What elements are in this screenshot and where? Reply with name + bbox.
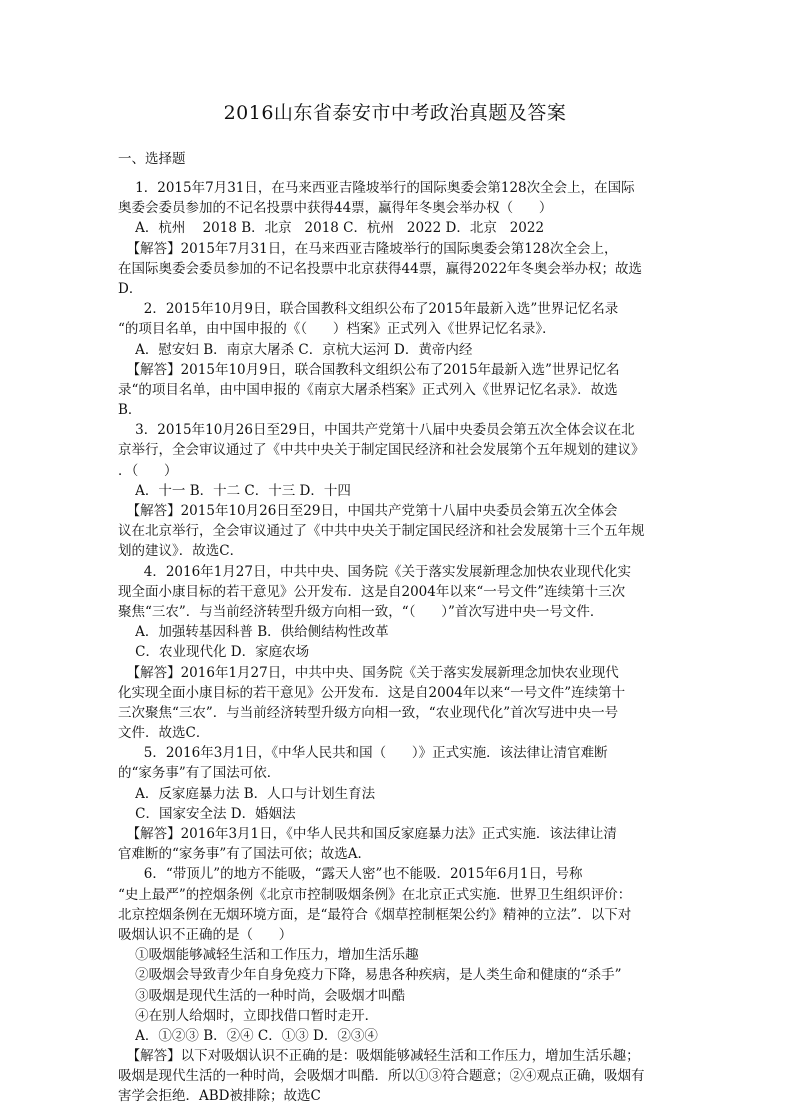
text-line: “的项目名单，由中国申报的《（ ）档案》正式列入《世界记忆名录》．: [118, 321, 556, 338]
section-heading: 一、选择题: [118, 151, 186, 167]
text-line: 4．2016年1月27日，中共中央、国务院《关于落实发展新理念加快农业现代化实: [118, 563, 631, 580]
text-line: 划的建议》．故选C．: [118, 543, 244, 560]
text-line: 吸烟认识不正确的是（ ）: [118, 926, 293, 943]
text-line: 【解答】以下对吸烟认识不正确的是：吸烟能够减轻生活和工作压力，增加生活乐趣；: [118, 1048, 640, 1065]
text-line: A．反家庭暴力法 B．人口与计划生育法: [118, 785, 376, 802]
text-line: 聚焦“三农”．与当前经济转型升级方向相一致，“（ ）”首次写进中央一号文件．: [118, 603, 604, 620]
text-line: 【解答】2016年1月27日，中共中央、国务院《关于落实发展新理念加快农业现代: [118, 664, 619, 681]
text-line: A．①②③ B．②④ C．①③ D．②③④: [118, 1027, 378, 1044]
document-body: [118, 178, 692, 1107]
text-line: 的“家务事”有了国法可依．: [118, 765, 281, 782]
text-line: 录“的项目名单，由中国申报的《南京大屠杀档案》正式列入《世界记忆名录》．故选: [118, 381, 618, 398]
text-line: 【解答】2015年7月31日，在马来西亚吉隆坡举行的国际奥委会第128次全会上，: [118, 240, 618, 257]
text-line: 【解答】2015年10月26日至29日，中国共产党第十八届中央委员会第五次全体会: [118, 503, 618, 519]
text-line: 三次聚焦“三农”．与当前经济转型升级方向相一致，“农业现代化”首次写进中央一号: [118, 704, 619, 721]
text-line: 害学会拒绝．ABD被排除；故选C: [118, 1088, 321, 1105]
text-line: 现全面小康目标的若干意见》公开发布．这是自2004年以来“一号文件”连续第十三次: [118, 583, 626, 600]
text-line: 官难断的“家务事”有了国法可依；故选A．: [118, 846, 372, 863]
text-line: C．国家安全法 D．婚姻法: [118, 805, 296, 822]
text-line: 化实现全面小康目标的若干意见》公开发布．这是自2004年以来“一号文件”连续第十: [118, 684, 626, 701]
text-line: 奥委会委员参加的不记名投票中获得44票，赢得年冬奥会举办权（ ）: [118, 200, 553, 217]
page-title: 2016山东省泰安市中考政治真题及答案: [223, 102, 567, 124]
text-line: A．十一 B．十二 C．十三 D．十四: [118, 482, 351, 499]
text-line: 在国际奥委会委员参加的不记名投票中北京获得44票，赢得2022年冬奥会举办权；故选: [118, 260, 643, 277]
text-line: 3．2015年10月26日至29日，中国共产党第十八届中央委员会第五次全体会议在北: [118, 422, 635, 439]
text-line: 文件．故选C．: [118, 725, 210, 742]
text-line: D．: [118, 280, 143, 297]
text-line: ④在别人给烟时，立即找借口暂时走开．: [118, 1007, 379, 1024]
text-line: ③吸烟是现代生活的一种时尚，会吸烟才叫酷: [118, 987, 406, 1004]
text-line: ．（ ）: [118, 462, 178, 479]
text-line: 1．2015年7月31日，在马来西亚吉隆坡举行的国际奥委会第128次全会上，在国际: [118, 180, 635, 196]
text-line: 吸烟是现代生活的一种时尚，会吸烟才叫酷．所以①③符合题意；②④观点正确，吸烟有: [118, 1068, 645, 1085]
text-line: C．农业现代化 D．家庭农场: [118, 644, 310, 661]
text-line: ①吸烟能够减轻生活和工作压力，增加生活乐趣: [118, 947, 419, 964]
text-line: 北京控烟条例在无烟环境方面，是“最符合《烟草控制框架公约》精神的立法”．以下对: [118, 906, 632, 923]
text-line: ②吸烟会导致青少年自身免疫力下降，易患各种疾病，是人类生命和健康的“杀手”: [118, 967, 622, 984]
text-line: 2．2015年10月9日，联合国教科文组织公布了2015年最新入选”世界记忆名录: [118, 301, 619, 318]
text-line: 6．“带顶儿”的地方不能吸，“露天人密”也不能吸．2015年6月1日，号称: [118, 866, 583, 883]
text-line: 京举行，全会审议通过了《中共中央关于制定国民经济和社会发展第个五年规划的建议》: [118, 442, 645, 459]
text-line: 议在北京举行，全会审议通过了《中共中央关于制定国民经济和社会发展第十三个五年规: [118, 523, 645, 540]
text-line: “史上最严”的控烟条例《北京市控制吸烟条例》在北京正式实施．世界卫生组织评价：: [118, 886, 632, 903]
text-line: A．杭州 2018 B．北京 2018 C．杭州 2022 D．北京 2022: [118, 220, 545, 237]
text-line: 【解答】2016年3月1日，《中华人民共和国反家庭暴力法》正式实施．该法律让清: [118, 826, 617, 842]
text-line: 5．2016年3月1日，《中华人民共和国（ ）》正式实施．该法律让清官难断: [118, 745, 608, 762]
text-line: 【解答】2015年10月9日，联合国教科文组织公布了2015年最新入选”世界记忆名: [118, 361, 620, 378]
text-line: A．慰安妇 B．南京大屠杀 C．京杭大运河 D．黄帝内经: [118, 341, 473, 358]
text-line: A．加强转基因科普 B．供给侧结构性改革: [118, 624, 389, 641]
text-line: B．: [118, 402, 142, 419]
